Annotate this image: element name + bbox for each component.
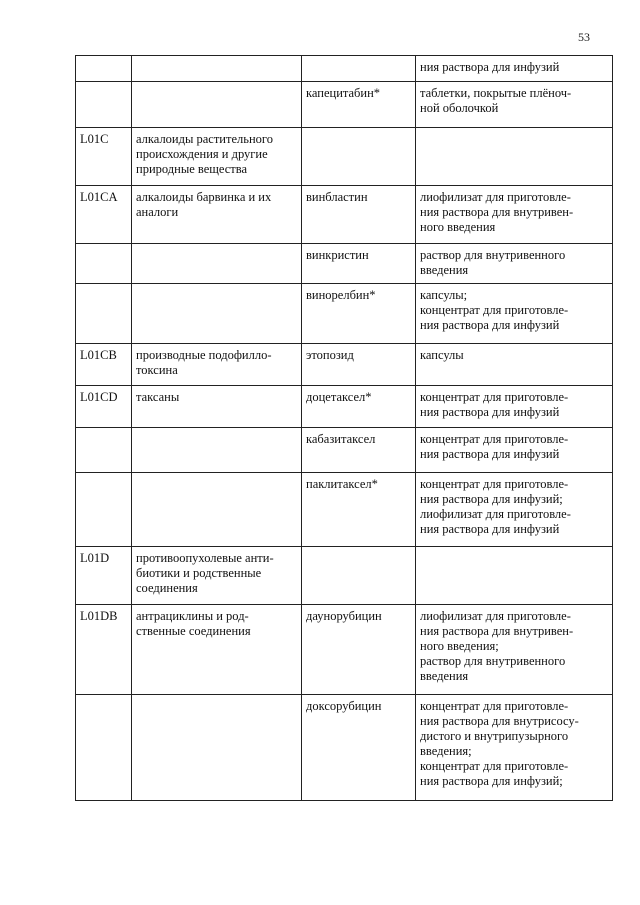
table-row xyxy=(76,695,613,801)
drug-name-cell: доксорубицин xyxy=(302,695,416,801)
dosage-form-cell: ния раствора для инфузий xyxy=(416,56,613,82)
table-row xyxy=(76,82,613,128)
dosage-form-cell xyxy=(416,128,613,186)
atc-code-cell: L01DB xyxy=(76,605,132,695)
group-name-cell xyxy=(132,284,302,344)
drug-name-cell: доцетаксел* xyxy=(302,386,416,428)
dosage-form-cell: раствор для внутривенного введения xyxy=(416,244,613,284)
group-name-cell xyxy=(132,695,302,801)
group-name-cell: алкалоиды барвинка и их аналоги xyxy=(132,186,302,244)
group-name-cell xyxy=(132,244,302,284)
group-name-cell: антрациклины и род- ственные соединения xyxy=(132,605,302,695)
table-row xyxy=(76,473,613,547)
dosage-form-cell: концентрат для приготовле- ния раствора для инфузий; лиофилизат для приготовле- ния раствора для инфузий xyxy=(416,473,613,547)
drug-name-cell: винорелбин* xyxy=(302,284,416,344)
atc-code-cell: L01C xyxy=(76,128,132,186)
drug-name-cell: винбластин xyxy=(302,186,416,244)
dosage-form-cell: капсулы xyxy=(416,344,613,386)
group-name-cell: таксаны xyxy=(132,386,302,428)
drug-name-cell: капецитабин* xyxy=(302,82,416,128)
drug-name-cell: кабазитаксел xyxy=(302,428,416,473)
atc-code-cell xyxy=(76,244,132,284)
table-row xyxy=(76,547,613,605)
table-row xyxy=(76,56,613,82)
group-name-cell: противоопухолевые анти- биотики и родственные соединения xyxy=(132,547,302,605)
atc-code-cell xyxy=(76,695,132,801)
group-name-cell: алкалоиды растительного происхождения и другие природные вещества xyxy=(132,128,302,186)
group-name-cell xyxy=(132,428,302,473)
dosage-form-cell: лиофилизат для приготовле- ния раствора для внутривен- ного введения xyxy=(416,186,613,244)
atc-code-cell xyxy=(76,428,132,473)
atc-code-cell xyxy=(76,284,132,344)
table-row xyxy=(76,428,613,473)
atc-code-cell: L01CB xyxy=(76,344,132,386)
drug-name-cell: даунорубицин xyxy=(302,605,416,695)
atc-code-cell xyxy=(76,82,132,128)
dosage-form-cell: концентрат для приготовле- ния раствора для инфузий xyxy=(416,428,613,473)
drug-name-cell: паклитаксел* xyxy=(302,473,416,547)
atc-code-cell: L01CD xyxy=(76,386,132,428)
atc-code-cell xyxy=(76,473,132,547)
group-name-cell: производные подофилло- токсина xyxy=(132,344,302,386)
group-name-cell xyxy=(132,473,302,547)
table-row xyxy=(76,605,613,695)
drug-name-cell xyxy=(302,128,416,186)
atc-code-cell: L01D xyxy=(76,547,132,605)
drug-name-cell xyxy=(302,547,416,605)
group-name-cell xyxy=(132,82,302,128)
drug-classification-table xyxy=(75,55,613,801)
group-name-cell xyxy=(132,56,302,82)
table-row xyxy=(76,386,613,428)
drug-name-cell: этопозид xyxy=(302,344,416,386)
dosage-form-cell: лиофилизат для приготовле- ния раствора для внутривен- ного введения; раствор для внутривенного введения xyxy=(416,605,613,695)
table-row xyxy=(76,344,613,386)
atc-code-cell xyxy=(76,56,132,82)
dosage-form-cell: концентрат для приготовле- ния раствора для внутрисосу- дистого и внутрипузырного введения; концентрат для приготовле- ния раствора для инфузий; xyxy=(416,695,613,801)
atc-code-cell: L01CA xyxy=(76,186,132,244)
page-number: 53 xyxy=(578,30,590,44)
drug-name-cell xyxy=(302,56,416,82)
table-row xyxy=(76,284,613,344)
dosage-form-cell xyxy=(416,547,613,605)
table-row xyxy=(76,186,613,244)
table-row xyxy=(76,244,613,284)
dosage-form-cell: таблетки, покрытые плёноч- ной оболочкой xyxy=(416,82,613,128)
table-row xyxy=(76,128,613,186)
dosage-form-cell: концентрат для приготовле- ния раствора для инфузий xyxy=(416,386,613,428)
drug-name-cell: винкристин xyxy=(302,244,416,284)
dosage-form-cell: капсулы; концентрат для приготовле- ния раствора для инфузий xyxy=(416,284,613,344)
